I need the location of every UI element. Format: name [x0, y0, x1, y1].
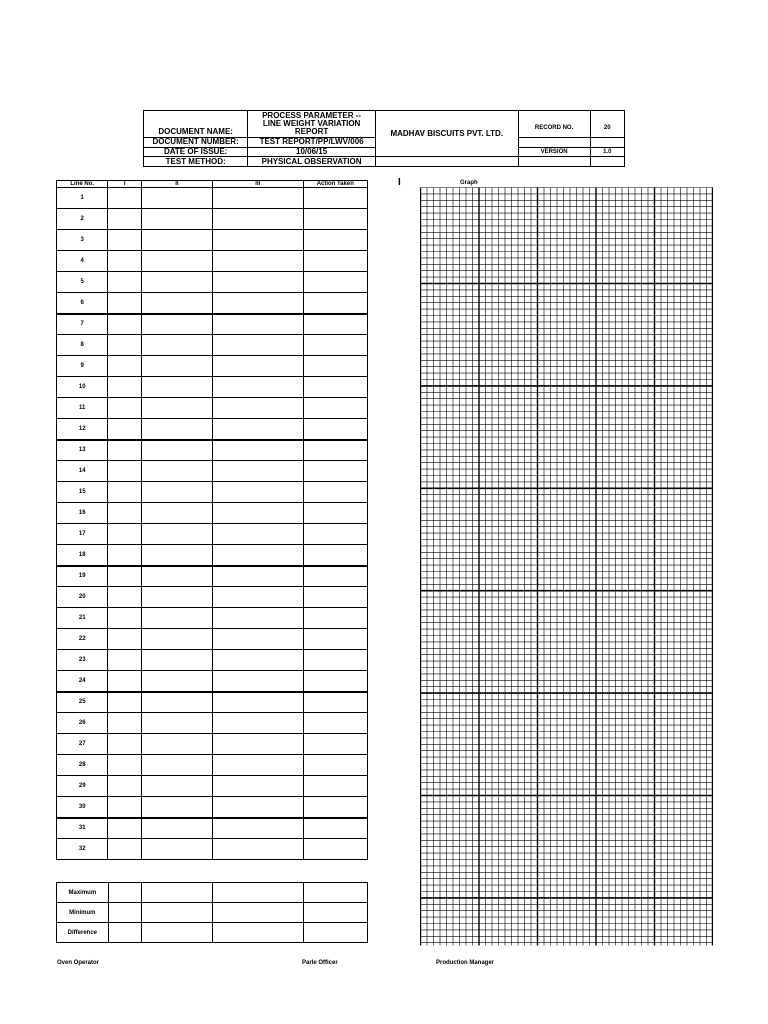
entry-cell [108, 398, 142, 419]
entry-cell [212, 209, 303, 230]
version-label: VERSION [518, 147, 590, 157]
issue-value: 10/06/15 [248, 147, 376, 157]
line-number: 11 [57, 398, 108, 419]
entry-cell [108, 671, 142, 692]
entry-cell [108, 209, 142, 230]
line-number: 8 [57, 335, 108, 356]
line-number: 18 [57, 545, 108, 566]
record-label: RECORD NO. [518, 111, 590, 138]
doc-name-label: DOCUMENT NAME: [144, 111, 248, 138]
entry-cell [108, 566, 142, 587]
entry-cell [141, 398, 212, 419]
entry-cell [108, 818, 142, 839]
line-number: 22 [57, 629, 108, 650]
entry-cell [212, 230, 303, 251]
entry-cell [212, 356, 303, 377]
table-row [57, 230, 368, 251]
entry-cell [303, 398, 367, 419]
table-row [57, 461, 368, 482]
entry-cell [212, 671, 303, 692]
company-name: MADHAV BISCUITS PVT. LTD. [375, 111, 518, 157]
entry-cell [141, 839, 212, 860]
entry-cell [212, 566, 303, 587]
line-number: 2 [57, 209, 108, 230]
entry-cell [303, 482, 367, 503]
blank-cell [375, 157, 518, 167]
entry-cell [212, 797, 303, 818]
entry-cell [212, 482, 303, 503]
table-row [57, 650, 368, 671]
entry-cell [108, 293, 142, 314]
doc-name-value: PROCESS PARAMETER -- LINE WEIGHT VARIATION REPORT [248, 111, 376, 138]
line-number: 26 [57, 713, 108, 734]
entry-cell [141, 524, 212, 545]
col-header: Action Taken [303, 181, 367, 188]
entry-cell [141, 713, 212, 734]
line-number: 29 [57, 776, 108, 797]
entry-cell [303, 776, 367, 797]
table-row [57, 713, 368, 734]
entry-cell [303, 503, 367, 524]
entry-cell [108, 776, 142, 797]
entry-cell [108, 692, 142, 713]
entry-cell [212, 629, 303, 650]
entry-cell [212, 692, 303, 713]
line-number: 13 [57, 440, 108, 461]
blank-cell [518, 137, 590, 147]
table-row [57, 797, 368, 818]
entry-cell [141, 566, 212, 587]
entry-cell [141, 587, 212, 608]
entry-cell [108, 608, 142, 629]
entry-cell [141, 608, 212, 629]
entry-cell [303, 209, 367, 230]
line-number: 10 [57, 377, 108, 398]
entry-cell [212, 818, 303, 839]
doc-number-value: TEST REPORT/PP/LWV/006 [248, 137, 376, 147]
table-row [57, 188, 368, 209]
table-row [57, 818, 368, 839]
line-number: 28 [57, 755, 108, 776]
entry-cell [212, 272, 303, 293]
entry-cell [141, 251, 212, 272]
table-row [57, 839, 368, 860]
line-number: 27 [57, 734, 108, 755]
entry-cell [303, 524, 367, 545]
table-row [57, 335, 368, 356]
line-number: 12 [57, 419, 108, 440]
entry-cell [212, 251, 303, 272]
table-row [57, 776, 368, 797]
entry-cell [212, 776, 303, 797]
table-row [57, 482, 368, 503]
table-row [57, 629, 368, 650]
line-number: 30 [57, 797, 108, 818]
entry-cell [303, 461, 367, 482]
entry-cell [212, 755, 303, 776]
entry-cell [108, 503, 142, 524]
entry-cell [141, 440, 212, 461]
entry-cell [108, 440, 142, 461]
entry-cell [303, 440, 367, 461]
entry-cell [108, 903, 142, 923]
line-number: 23 [57, 650, 108, 671]
line-number: 32 [57, 839, 108, 860]
line-number: 3 [57, 230, 108, 251]
col-header: II [141, 181, 212, 188]
graph-grid [420, 187, 713, 947]
entry-cell [108, 377, 142, 398]
entry-cell [142, 923, 213, 943]
line-number: 25 [57, 692, 108, 713]
entry-cell [303, 608, 367, 629]
line-number: 16 [57, 503, 108, 524]
entry-cell [141, 755, 212, 776]
entry-cell [141, 776, 212, 797]
entry-cell [142, 883, 213, 903]
line-number: 6 [57, 293, 108, 314]
table-row [57, 671, 368, 692]
table-row [57, 903, 368, 923]
entry-cell [213, 903, 304, 923]
entry-cell [141, 419, 212, 440]
graph-title: Graph [460, 180, 478, 186]
stat-label: Minimum [57, 903, 109, 923]
table-row [57, 587, 368, 608]
entry-cell [108, 314, 142, 335]
table-row [57, 545, 368, 566]
stat-label: Difference [57, 923, 109, 943]
entry-cell [108, 272, 142, 293]
entry-cell [303, 839, 367, 860]
line-number: 14 [57, 461, 108, 482]
entry-cell [303, 923, 367, 943]
line-number: 31 [57, 818, 108, 839]
entry-cell [141, 797, 212, 818]
entry-cell [212, 503, 303, 524]
table-row [57, 692, 368, 713]
entry-cell [212, 419, 303, 440]
entry-cell [212, 335, 303, 356]
table-row [57, 314, 368, 335]
entry-cell [108, 587, 142, 608]
version-value: 1.0 [590, 147, 624, 157]
entry-cell [141, 503, 212, 524]
entry-cell [108, 713, 142, 734]
entry-cell [303, 188, 367, 209]
line-number: 20 [57, 587, 108, 608]
table-row [57, 883, 368, 903]
entry-cell [303, 755, 367, 776]
entry-cell [108, 923, 142, 943]
entry-cell [108, 335, 142, 356]
stat-label: Maximum [57, 883, 109, 903]
entry-cell [303, 883, 367, 903]
line-number: 21 [57, 608, 108, 629]
entry-cell [303, 272, 367, 293]
entry-cell [303, 293, 367, 314]
entry-cell [108, 650, 142, 671]
parle-officer-label: Parle Officer [302, 960, 338, 966]
entry-cell [108, 419, 142, 440]
entry-cell [141, 335, 212, 356]
entry-cell [303, 419, 367, 440]
line-number: 9 [57, 356, 108, 377]
entry-cell [141, 734, 212, 755]
entry-cell [141, 650, 212, 671]
entry-cell [141, 356, 212, 377]
line-number: 1 [57, 188, 108, 209]
line-number: 4 [57, 251, 108, 272]
entry-cell [108, 883, 142, 903]
blank-cell [518, 157, 590, 167]
table-row [57, 755, 368, 776]
line-number: 19 [57, 566, 108, 587]
entry-cell [141, 293, 212, 314]
entry-cell [212, 839, 303, 860]
entry-cell [303, 356, 367, 377]
entry-cell [108, 461, 142, 482]
table-row [57, 566, 368, 587]
entry-cell [108, 524, 142, 545]
entry-cell [212, 608, 303, 629]
entry-cell [303, 251, 367, 272]
record-value: 20 [590, 111, 624, 138]
entry-cell [303, 230, 367, 251]
entry-cell [212, 314, 303, 335]
entry-cell [212, 293, 303, 314]
entry-cell [303, 734, 367, 755]
table-row [57, 923, 368, 943]
table-row [57, 377, 368, 398]
entry-cell [108, 230, 142, 251]
entry-cell [108, 839, 142, 860]
entry-cell [141, 272, 212, 293]
doc-number-label: DOCUMENT NUMBER: [144, 137, 248, 147]
table-row [57, 251, 368, 272]
entry-cell [303, 650, 367, 671]
document-header [143, 110, 625, 167]
entry-cell [303, 314, 367, 335]
entry-cell [108, 629, 142, 650]
table-row [57, 503, 368, 524]
entry-cell [303, 629, 367, 650]
entry-cell [303, 566, 367, 587]
entry-cell [212, 461, 303, 482]
entry-cell [141, 671, 212, 692]
entry-cell [108, 188, 142, 209]
entry-cell [142, 903, 213, 923]
entry-cell [213, 923, 304, 943]
production-manager-label: Production Manager [436, 960, 495, 966]
entry-cell [212, 713, 303, 734]
col-header: III [212, 181, 303, 188]
entry-cell [303, 692, 367, 713]
entry-cell [303, 335, 367, 356]
entry-cell [303, 818, 367, 839]
table-row [57, 398, 368, 419]
entry-cell [212, 650, 303, 671]
line-number: 7 [57, 314, 108, 335]
entry-cell [303, 587, 367, 608]
entry-cell [212, 188, 303, 209]
table-row [57, 608, 368, 629]
entry-cell [108, 755, 142, 776]
entry-cell [212, 734, 303, 755]
blank-cell [590, 157, 624, 167]
entry-cell [303, 671, 367, 692]
table-row [57, 356, 368, 377]
issue-label: DATE OF ISSUE: [144, 147, 248, 157]
col-header: Line No. [57, 181, 108, 188]
entry-cell [141, 230, 212, 251]
summary-table [56, 882, 368, 943]
table-row [57, 209, 368, 230]
line-weight-log-table [56, 180, 368, 860]
entry-cell [108, 251, 142, 272]
entry-cell [303, 545, 367, 566]
entry-cell [141, 461, 212, 482]
entry-cell [141, 545, 212, 566]
table-row [57, 524, 368, 545]
entry-cell [108, 797, 142, 818]
col-header: I [108, 181, 142, 188]
entry-cell [141, 692, 212, 713]
entry-cell [303, 903, 367, 923]
oven-operator-label: Oven Operator [57, 960, 100, 966]
table-row [57, 293, 368, 314]
graph-marker: I [398, 177, 401, 188]
method-label: TEST METHOD: [144, 157, 248, 167]
line-number: 15 [57, 482, 108, 503]
entry-cell [141, 188, 212, 209]
entry-cell [303, 713, 367, 734]
entry-cell [141, 818, 212, 839]
table-row [57, 734, 368, 755]
entry-cell [141, 377, 212, 398]
line-number: 5 [57, 272, 108, 293]
entry-cell [212, 440, 303, 461]
entry-cell [212, 524, 303, 545]
line-number: 24 [57, 671, 108, 692]
entry-cell [212, 398, 303, 419]
entry-cell [141, 314, 212, 335]
entry-cell [141, 629, 212, 650]
table-row [57, 440, 368, 461]
entry-cell [108, 734, 142, 755]
entry-cell [108, 356, 142, 377]
entry-cell [141, 209, 212, 230]
entry-cell [212, 377, 303, 398]
entry-cell [303, 797, 367, 818]
table-row [57, 419, 368, 440]
entry-cell [141, 482, 212, 503]
table-row [57, 272, 368, 293]
entry-cell [212, 587, 303, 608]
entry-cell [303, 377, 367, 398]
entry-cell [212, 545, 303, 566]
line-number: 17 [57, 524, 108, 545]
entry-cell [213, 883, 304, 903]
entry-cell [108, 482, 142, 503]
method-value: PHYSICAL OBSERVATION [248, 157, 376, 167]
entry-cell [108, 545, 142, 566]
blank-cell [590, 137, 624, 147]
